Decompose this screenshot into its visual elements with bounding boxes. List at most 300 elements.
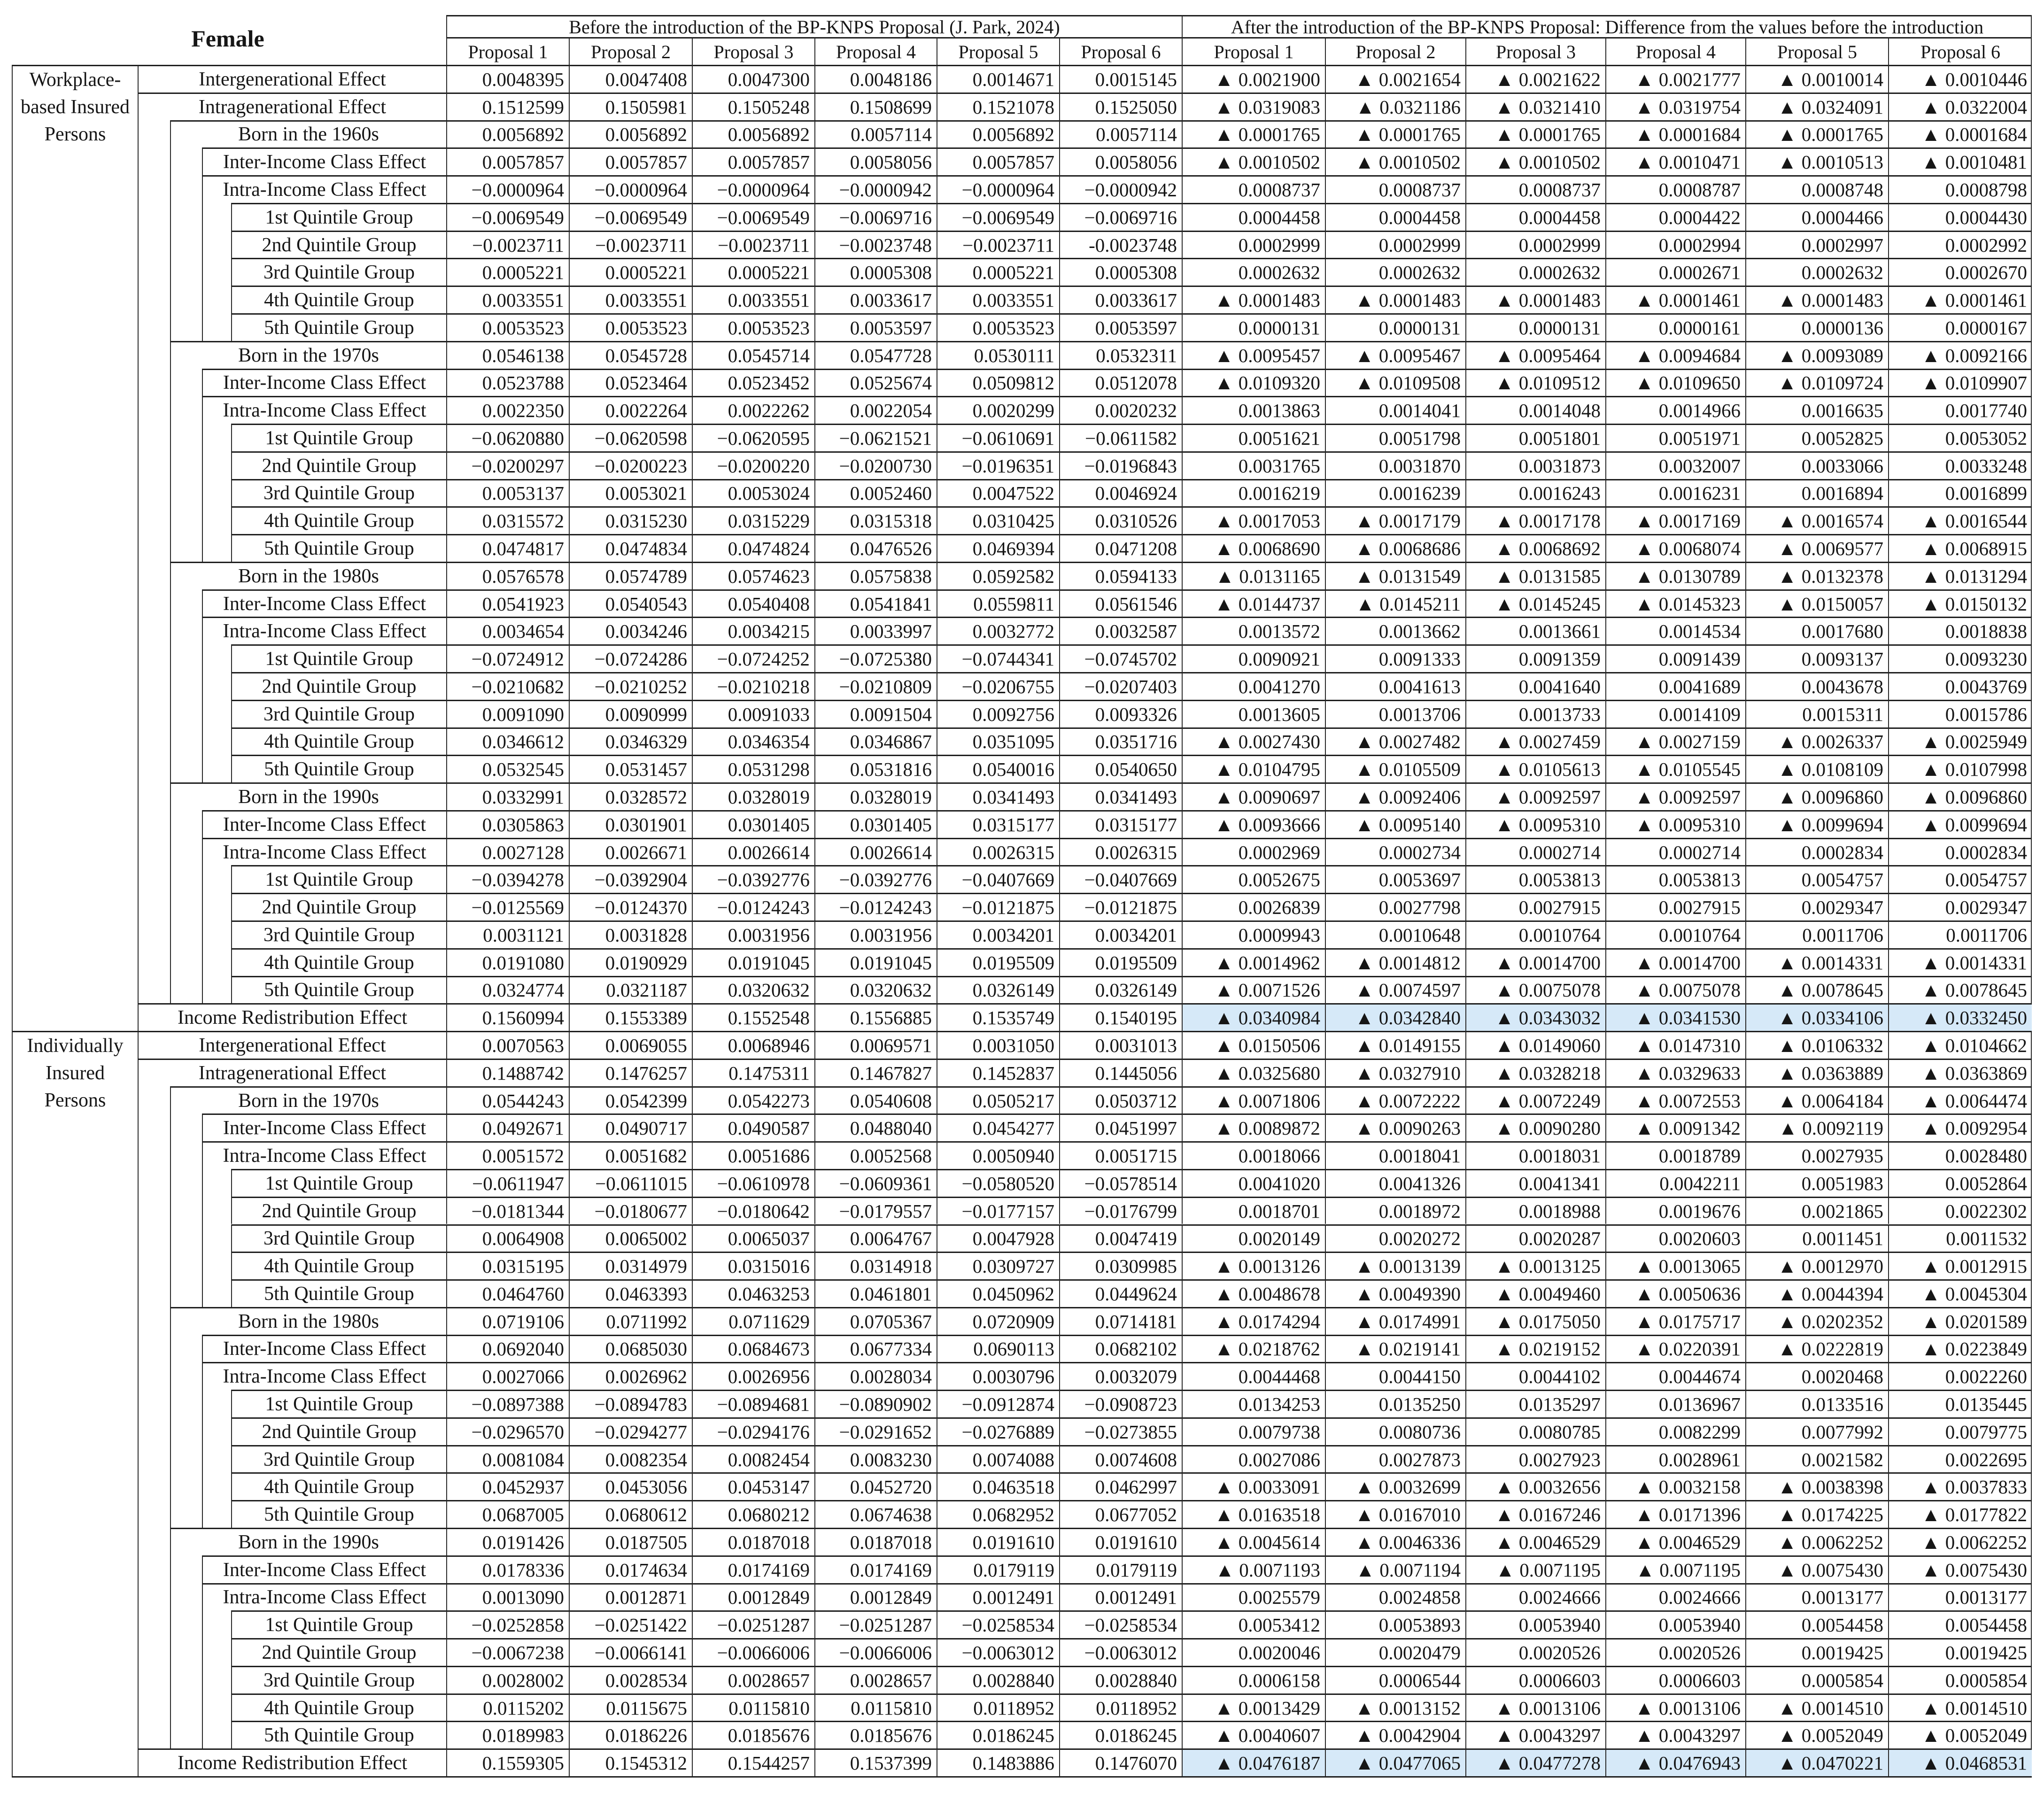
cell-before-proposal-3: 0.0033551 bbox=[692, 286, 814, 313]
cell-before-proposal-5: 0.0026315 bbox=[937, 838, 1059, 866]
cell-before-proposal-5: 0.0505217 bbox=[937, 1086, 1059, 1114]
cell-before-proposal-4: 0.0541841 bbox=[814, 589, 937, 617]
cell-before-proposal-6: 0.0051715 bbox=[1059, 1141, 1182, 1169]
cell-after-proposal-3: ▲ 0.0090280 bbox=[1465, 1114, 1605, 1141]
indent-line bbox=[170, 617, 171, 645]
cell-after-proposal-1: ▲ 0.0040607 bbox=[1182, 1721, 1325, 1748]
cell-before-proposal-5: −0.0258534 bbox=[937, 1610, 1059, 1638]
indent-line bbox=[202, 1666, 203, 1694]
cell-after-proposal-4: ▲ 0.0071195 bbox=[1605, 1555, 1745, 1583]
cell-after-proposal-3: ▲ 0.0131585 bbox=[1465, 562, 1605, 589]
cell-before-proposal-2: 0.0685030 bbox=[569, 1335, 692, 1362]
cell-before-proposal-5: −0.0121875 bbox=[937, 893, 1059, 920]
row-label: 3rd Quintile Group bbox=[231, 920, 446, 948]
cell-after-proposal-3: ▲ 0.0017178 bbox=[1465, 506, 1605, 534]
cell-after-proposal-2: ▲ 0.0042904 bbox=[1325, 1721, 1465, 1748]
cell-after-proposal-2: ▲ 0.0219141 bbox=[1325, 1335, 1465, 1362]
cell-after-proposal-4: ▲ 0.0021777 bbox=[1605, 65, 1745, 93]
cell-after-proposal-5: 0.0033066 bbox=[1745, 451, 1888, 479]
cell-before-proposal-3: −0.0180642 bbox=[692, 1197, 814, 1224]
cell-before-proposal-6: 0.0315177 bbox=[1059, 810, 1182, 838]
cell-before-proposal-2: −0.0200223 bbox=[569, 451, 692, 479]
cell-before-proposal-2: 0.0051682 bbox=[569, 1141, 692, 1169]
cell-after-proposal-2: 0.0002999 bbox=[1325, 231, 1465, 258]
indent-line bbox=[202, 1390, 203, 1418]
cell-before-proposal-1: 0.0474817 bbox=[446, 534, 569, 562]
cell-after-proposal-5: 0.0133516 bbox=[1745, 1390, 1888, 1417]
cell-before-proposal-1: 0.0305863 bbox=[446, 810, 569, 838]
row-label: 3rd Quintile Group bbox=[231, 479, 446, 507]
cell-after-proposal-6: 0.0135445 bbox=[1888, 1390, 2032, 1417]
indent-line bbox=[202, 755, 203, 783]
header-after-proposal-1: Proposal 1 bbox=[1182, 37, 1325, 65]
row-label: 3rd Quintile Group bbox=[231, 1224, 446, 1252]
cell-before-proposal-3: −0.0894681 bbox=[692, 1390, 814, 1417]
cell-after-proposal-4: ▲ 0.0017169 bbox=[1605, 506, 1745, 534]
cell-after-proposal-6: ▲ 0.0075430 bbox=[1888, 1555, 2032, 1583]
cell-after-proposal-1: ▲ 0.0089872 bbox=[1182, 1114, 1325, 1141]
cell-before-proposal-4: −0.0251287 bbox=[814, 1610, 937, 1638]
cell-after-proposal-4: ▲ 0.0319754 bbox=[1605, 93, 1745, 120]
cell-before-proposal-3: 0.0053024 bbox=[692, 479, 814, 507]
cell-before-proposal-6: −0.0176799 bbox=[1059, 1197, 1182, 1224]
cell-before-proposal-6: −0.0611582 bbox=[1059, 424, 1182, 451]
cell-after-proposal-2: 0.0027873 bbox=[1325, 1445, 1465, 1473]
cell-after-proposal-3: ▲ 0.0001483 bbox=[1465, 286, 1605, 313]
cell-before-proposal-6: −0.0069716 bbox=[1059, 203, 1182, 231]
cell-after-proposal-2: ▲ 0.0105509 bbox=[1325, 755, 1465, 782]
cell-after-proposal-2: 0.0018041 bbox=[1325, 1141, 1465, 1169]
cell-before-proposal-4: 0.0028034 bbox=[814, 1362, 937, 1390]
cell-before-proposal-2: −0.0180677 bbox=[569, 1197, 692, 1224]
cell-after-proposal-6: ▲ 0.0010481 bbox=[1888, 147, 2032, 175]
cell-after-proposal-3: ▲ 0.0068692 bbox=[1465, 534, 1605, 562]
cell-before-proposal-6: 0.0532311 bbox=[1059, 341, 1182, 369]
cell-after-proposal-2: ▲ 0.0021654 bbox=[1325, 65, 1465, 93]
cell-before-proposal-4: 0.0328019 bbox=[814, 782, 937, 810]
row-label: 1st Quintile Group bbox=[231, 1610, 446, 1638]
cell-after-proposal-1: ▲ 0.0071526 bbox=[1182, 976, 1325, 1004]
row-label: Inter-Income Class Effect bbox=[202, 1114, 446, 1141]
cell-after-proposal-3: ▲ 0.0095464 bbox=[1465, 341, 1605, 369]
cell-after-proposal-5: 0.0093137 bbox=[1745, 644, 1888, 672]
cell-before-proposal-1: 0.0057857 bbox=[446, 147, 569, 175]
cell-after-proposal-4: ▲ 0.0001684 bbox=[1605, 120, 1745, 148]
indent-line bbox=[170, 1390, 171, 1418]
cell-after-proposal-5: 0.0027935 bbox=[1745, 1141, 1888, 1169]
cell-after-proposal-6: ▲ 0.0109907 bbox=[1888, 369, 2032, 396]
cell-before-proposal-1: 0.0056892 bbox=[446, 120, 569, 148]
cell-after-proposal-5: 0.0002997 bbox=[1745, 231, 1888, 258]
cell-after-proposal-5: ▲ 0.0106332 bbox=[1745, 1031, 1888, 1059]
cell-before-proposal-4: 0.0314918 bbox=[814, 1252, 937, 1279]
cell-after-proposal-6: ▲ 0.0092166 bbox=[1888, 341, 2032, 369]
cell-before-proposal-3: 0.0026956 bbox=[692, 1362, 814, 1390]
cell-after-proposal-5: 0.0002834 bbox=[1745, 838, 1888, 866]
cell-before-proposal-3: −0.0392776 bbox=[692, 865, 814, 893]
cell-after-proposal-3: 0.0002999 bbox=[1465, 231, 1605, 258]
cell-before-proposal-6: 0.0053597 bbox=[1059, 313, 1182, 341]
cell-after-proposal-5: 0.0016894 bbox=[1745, 479, 1888, 507]
row-label: 5th Quintile Group bbox=[231, 755, 446, 782]
cell-after-proposal-5: 0.0051983 bbox=[1745, 1169, 1888, 1197]
cell-before-proposal-2: 0.0026671 bbox=[569, 838, 692, 866]
cell-before-proposal-4: 0.0012849 bbox=[814, 1583, 937, 1611]
cell-before-proposal-6: 0.0047419 bbox=[1059, 1224, 1182, 1252]
cell-after-proposal-5: ▲ 0.0078645 bbox=[1745, 976, 1888, 1004]
indent-line bbox=[202, 1721, 203, 1749]
cell-before-proposal-4: 0.0174169 bbox=[814, 1555, 937, 1583]
indent-line bbox=[202, 865, 203, 893]
cell-after-proposal-5: ▲ 0.0108109 bbox=[1745, 755, 1888, 782]
cell-before-proposal-2: −0.0611015 bbox=[569, 1169, 692, 1197]
cell-before-proposal-6: 0.0351716 bbox=[1059, 727, 1182, 755]
cell-before-proposal-2: 0.0680612 bbox=[569, 1500, 692, 1528]
cell-before-proposal-3: 0.0315229 bbox=[692, 506, 814, 534]
cell-after-proposal-2: ▲ 0.0321186 bbox=[1325, 93, 1465, 120]
cell-before-proposal-3: 0.0026614 bbox=[692, 838, 814, 866]
cell-after-proposal-6: 0.0028480 bbox=[1888, 1141, 2032, 1169]
cell-before-proposal-4: 0.0185676 bbox=[814, 1721, 937, 1748]
indent-line bbox=[170, 258, 171, 286]
cell-before-proposal-1: 0.0544243 bbox=[446, 1086, 569, 1114]
cell-before-proposal-6: −0.0273855 bbox=[1059, 1417, 1182, 1445]
cell-before-proposal-1: 0.0464760 bbox=[446, 1279, 569, 1307]
cell-before-proposal-1: 0.0315195 bbox=[446, 1252, 569, 1279]
cell-after-proposal-3: 0.0051801 bbox=[1465, 424, 1605, 451]
cell-before-proposal-4: 0.0540608 bbox=[814, 1086, 937, 1114]
cell-after-proposal-6: ▲ 0.0052049 bbox=[1888, 1721, 2032, 1748]
cell-before-proposal-3: 0.0531298 bbox=[692, 755, 814, 782]
cell-after-proposal-2: 0.0041326 bbox=[1325, 1169, 1465, 1197]
cell-before-proposal-6: −0.0196843 bbox=[1059, 451, 1182, 479]
cell-after-proposal-1: 0.0009943 bbox=[1182, 920, 1325, 948]
row-label: 3rd Quintile Group bbox=[231, 1666, 446, 1693]
cell-after-proposal-5: ▲ 0.0044394 bbox=[1745, 1279, 1888, 1307]
cell-after-proposal-1: 0.0053412 bbox=[1182, 1610, 1325, 1638]
cell-before-proposal-6: 0.1476070 bbox=[1059, 1748, 1182, 1776]
cell-before-proposal-2: 0.0057857 bbox=[569, 147, 692, 175]
cell-after-proposal-2: 0.0044150 bbox=[1325, 1362, 1465, 1390]
cell-after-proposal-6: 0.0017740 bbox=[1888, 396, 2032, 424]
cell-after-proposal-4: 0.0053940 bbox=[1605, 1610, 1745, 1638]
cell-before-proposal-1: 0.0048395 bbox=[446, 65, 569, 93]
cell-after-proposal-2: 0.0010648 bbox=[1325, 920, 1465, 948]
cell-before-proposal-1: 0.0034654 bbox=[446, 617, 569, 644]
cell-after-proposal-6: 0.0013177 bbox=[1888, 1583, 2032, 1611]
cell-before-proposal-5: −0.0407669 bbox=[937, 865, 1059, 893]
cell-before-proposal-6: 0.0028840 bbox=[1059, 1666, 1182, 1693]
indent-line bbox=[170, 369, 171, 397]
cell-after-proposal-6: 0.0008798 bbox=[1888, 175, 2032, 203]
cell-before-proposal-4: −0.0200730 bbox=[814, 451, 937, 479]
indent-line bbox=[170, 1417, 171, 1446]
row-label: Born in the 1980s bbox=[170, 1307, 446, 1335]
header-after-proposal-5: Proposal 5 bbox=[1745, 37, 1888, 65]
cell-before-proposal-3: 0.0711629 bbox=[692, 1307, 814, 1335]
indent-line bbox=[170, 396, 171, 424]
cell-after-proposal-5: ▲ 0.0069577 bbox=[1745, 534, 1888, 562]
row-label: Intergenerational Effect bbox=[138, 1031, 446, 1059]
cell-after-proposal-6: ▲ 0.0223849 bbox=[1888, 1335, 2032, 1362]
cell-before-proposal-2: −0.0023711 bbox=[569, 231, 692, 258]
cell-after-proposal-2: ▲ 0.0342840 bbox=[1325, 1003, 1465, 1031]
cell-after-proposal-2: 0.0004458 bbox=[1325, 203, 1465, 231]
cell-after-proposal-5: 0.0021582 bbox=[1745, 1445, 1888, 1473]
cell-before-proposal-6: 0.0093326 bbox=[1059, 700, 1182, 727]
cell-after-proposal-1: ▲ 0.0048678 bbox=[1182, 1279, 1325, 1307]
cell-before-proposal-4: 0.0052460 bbox=[814, 479, 937, 507]
cell-after-proposal-1: 0.0044468 bbox=[1182, 1362, 1325, 1390]
cell-before-proposal-6: 0.0341493 bbox=[1059, 782, 1182, 810]
cell-after-proposal-5: 0.0004466 bbox=[1745, 203, 1888, 231]
cell-before-proposal-3: 0.0453147 bbox=[692, 1472, 814, 1500]
indent-line bbox=[170, 810, 171, 838]
cell-after-proposal-6: ▲ 0.0001461 bbox=[1888, 286, 2032, 313]
indent-line bbox=[202, 1610, 203, 1639]
indent-line bbox=[170, 1445, 171, 1473]
indent-line bbox=[170, 893, 171, 921]
cell-after-proposal-5: ▲ 0.0202352 bbox=[1745, 1307, 1888, 1335]
cell-before-proposal-3: 0.0051686 bbox=[692, 1141, 814, 1169]
cell-before-proposal-4: 0.0052568 bbox=[814, 1141, 937, 1169]
row-label: Intra-Income Class Effect bbox=[202, 838, 446, 866]
cell-before-proposal-1: 0.0576578 bbox=[446, 562, 569, 589]
cell-after-proposal-2: ▲ 0.0477065 bbox=[1325, 1748, 1465, 1776]
cell-after-proposal-6: ▲ 0.0099694 bbox=[1888, 810, 2032, 838]
header-before-proposal-4: Proposal 4 bbox=[814, 37, 937, 65]
cell-after-proposal-3: ▲ 0.0021622 bbox=[1465, 65, 1605, 93]
row-label: Born in the 1990s bbox=[170, 1528, 446, 1555]
cell-after-proposal-2: 0.0013662 bbox=[1325, 617, 1465, 644]
cell-before-proposal-1: 0.0027066 bbox=[446, 1362, 569, 1390]
cell-before-proposal-2: 0.0321187 bbox=[569, 976, 692, 1004]
cell-before-proposal-4: 0.0026614 bbox=[814, 838, 937, 866]
indent-line bbox=[202, 258, 203, 286]
cell-after-proposal-4: 0.0024666 bbox=[1605, 1583, 1745, 1611]
cell-before-proposal-6: 0.0191610 bbox=[1059, 1528, 1182, 1555]
cell-before-proposal-2: −0.0124370 bbox=[569, 893, 692, 920]
cell-before-proposal-3: −0.0294176 bbox=[692, 1417, 814, 1445]
row-label: Intra-Income Class Effect bbox=[202, 1583, 446, 1611]
cell-after-proposal-1: ▲ 0.0144737 bbox=[1182, 589, 1325, 617]
cell-before-proposal-6: 0.0714181 bbox=[1059, 1307, 1182, 1335]
cell-after-proposal-6: 0.0053052 bbox=[1888, 424, 2032, 451]
cell-before-proposal-4: 0.0064767 bbox=[814, 1224, 937, 1252]
cell-before-proposal-4: 0.0315318 bbox=[814, 506, 937, 534]
cell-before-proposal-2: 0.0186226 bbox=[569, 1721, 692, 1748]
cell-before-proposal-1: 0.1559305 bbox=[446, 1748, 569, 1776]
cell-before-proposal-5: 0.0195509 bbox=[937, 948, 1059, 976]
cell-before-proposal-6: 0.0462997 bbox=[1059, 1472, 1182, 1500]
cell-after-proposal-5: ▲ 0.0324091 bbox=[1745, 93, 1888, 120]
cell-before-proposal-2: 0.0190929 bbox=[569, 948, 692, 976]
cell-after-proposal-3: 0.0044102 bbox=[1465, 1362, 1605, 1390]
cell-before-proposal-6: 0.0594133 bbox=[1059, 562, 1182, 589]
cell-after-proposal-4: 0.0014109 bbox=[1605, 700, 1745, 727]
cell-before-proposal-3: 0.1475311 bbox=[692, 1059, 814, 1086]
cell-before-proposal-6: −0.0745702 bbox=[1059, 644, 1182, 672]
cell-after-proposal-1: 0.0000131 bbox=[1182, 313, 1325, 341]
cell-after-proposal-5: ▲ 0.0099694 bbox=[1745, 810, 1888, 838]
cell-before-proposal-4: 0.1508699 bbox=[814, 93, 937, 120]
row-label: 2nd Quintile Group bbox=[231, 672, 446, 700]
cell-before-proposal-3: 0.0328019 bbox=[692, 782, 814, 810]
header-after-group: After the introduction of the BP-KNPS Proposal: Difference from the values before the introduction bbox=[1182, 15, 2032, 37]
cell-before-proposal-6: 0.0015145 bbox=[1059, 65, 1182, 93]
cell-after-proposal-3: ▲ 0.0013106 bbox=[1465, 1693, 1605, 1721]
cell-after-proposal-2: ▲ 0.0167010 bbox=[1325, 1500, 1465, 1528]
cell-after-proposal-6: ▲ 0.0062252 bbox=[1888, 1528, 2032, 1555]
cell-before-proposal-4: 0.0575838 bbox=[814, 562, 937, 589]
cell-before-proposal-1: 0.0324774 bbox=[446, 976, 569, 1004]
row-label: 3rd Quintile Group bbox=[231, 1445, 446, 1473]
indent-line bbox=[170, 147, 171, 176]
cell-before-proposal-3: −0.0124243 bbox=[692, 893, 814, 920]
cell-after-proposal-3: 0.0080785 bbox=[1465, 1417, 1605, 1445]
cell-before-proposal-6: 0.0682102 bbox=[1059, 1335, 1182, 1362]
cell-after-proposal-3: 0.0018988 bbox=[1465, 1197, 1605, 1224]
cell-after-proposal-4: ▲ 0.0105545 bbox=[1605, 755, 1745, 782]
cell-after-proposal-6: 0.0004430 bbox=[1888, 203, 2032, 231]
cell-before-proposal-4: 0.0531816 bbox=[814, 755, 937, 782]
cell-before-proposal-6: 0.0179119 bbox=[1059, 1555, 1182, 1583]
cell-before-proposal-1: 0.0492671 bbox=[446, 1114, 569, 1141]
cell-after-proposal-6: 0.0029347 bbox=[1888, 893, 2032, 920]
cell-before-proposal-2: 0.0523464 bbox=[569, 369, 692, 396]
cell-after-proposal-5: ▲ 0.0092119 bbox=[1745, 1114, 1888, 1141]
cell-after-proposal-6: 0.0002834 bbox=[1888, 838, 2032, 866]
row-label: Income Redistribution Effect bbox=[138, 1748, 446, 1776]
cell-after-proposal-4: ▲ 0.0109650 bbox=[1605, 369, 1745, 396]
cell-after-proposal-6: ▲ 0.0096860 bbox=[1888, 782, 2032, 810]
indent-line bbox=[170, 644, 171, 673]
cell-after-proposal-4: 0.0042211 bbox=[1605, 1169, 1745, 1197]
row-label: 1st Quintile Group bbox=[231, 644, 446, 672]
cell-after-proposal-3: ▲ 0.0145245 bbox=[1465, 589, 1605, 617]
indent-line bbox=[170, 976, 171, 1004]
cell-after-proposal-4: ▲ 0.0072553 bbox=[1605, 1086, 1745, 1114]
cell-after-proposal-6: 0.0022302 bbox=[1888, 1197, 2032, 1224]
cell-after-proposal-2: 0.0013706 bbox=[1325, 700, 1465, 727]
cell-after-proposal-6: ▲ 0.0014331 bbox=[1888, 948, 2032, 976]
cell-before-proposal-5: 0.0191610 bbox=[937, 1528, 1059, 1555]
cell-after-proposal-3: ▲ 0.0477278 bbox=[1465, 1748, 1605, 1776]
cell-after-proposal-5: 0.0052825 bbox=[1745, 424, 1888, 451]
cell-after-proposal-6: ▲ 0.0107998 bbox=[1888, 755, 2032, 782]
cell-after-proposal-6: 0.0093230 bbox=[1888, 644, 2032, 672]
row-label: Inter-Income Class Effect bbox=[202, 1335, 446, 1362]
cell-before-proposal-2: 0.0490717 bbox=[569, 1114, 692, 1141]
cell-before-proposal-2: 0.0065002 bbox=[569, 1224, 692, 1252]
cell-after-proposal-5: 0.0002632 bbox=[1745, 258, 1888, 286]
table-title: Female bbox=[191, 25, 264, 52]
indent-line bbox=[170, 672, 171, 700]
group-label-line: Insured bbox=[46, 1062, 105, 1084]
cell-before-proposal-1: 0.0346612 bbox=[446, 727, 569, 755]
cell-before-proposal-6: −0.0407669 bbox=[1059, 865, 1182, 893]
cell-before-proposal-3: 0.0115810 bbox=[692, 1693, 814, 1721]
cell-after-proposal-2: 0.0014041 bbox=[1325, 396, 1465, 424]
cell-after-proposal-1: 0.0041020 bbox=[1182, 1169, 1325, 1197]
row-label: Intragenerational Effect bbox=[138, 93, 446, 120]
cell-before-proposal-1: 0.0081084 bbox=[446, 1445, 569, 1473]
indent-line bbox=[202, 313, 203, 341]
cell-after-proposal-1: 0.0018701 bbox=[1182, 1197, 1325, 1224]
cell-after-proposal-5: 0.0016635 bbox=[1745, 396, 1888, 424]
cell-after-proposal-5: ▲ 0.0014510 bbox=[1745, 1693, 1888, 1721]
cell-after-proposal-1: ▲ 0.0325680 bbox=[1182, 1059, 1325, 1086]
cell-after-proposal-3: 0.0027915 bbox=[1465, 893, 1605, 920]
cell-after-proposal-3: ▲ 0.0027459 bbox=[1465, 727, 1605, 755]
cell-after-proposal-3: 0.0020526 bbox=[1465, 1638, 1605, 1666]
cell-before-proposal-4: 0.0028657 bbox=[814, 1666, 937, 1693]
cell-after-proposal-3: ▲ 0.0095310 bbox=[1465, 810, 1605, 838]
cell-before-proposal-1: −0.0620880 bbox=[446, 424, 569, 451]
cell-before-proposal-3: 0.0185676 bbox=[692, 1721, 814, 1748]
cell-after-proposal-4: ▲ 0.0147310 bbox=[1605, 1031, 1745, 1059]
row-label: 4th Quintile Group bbox=[231, 948, 446, 976]
indent-line bbox=[202, 479, 203, 507]
cell-after-proposal-1: ▲ 0.0174294 bbox=[1182, 1307, 1325, 1335]
row-label: 1st Quintile Group bbox=[231, 424, 446, 451]
cell-after-proposal-3: ▲ 0.0175050 bbox=[1465, 1307, 1605, 1335]
row-label: Inter-Income Class Effect bbox=[202, 147, 446, 175]
cell-after-proposal-6: 0.0002670 bbox=[1888, 258, 2032, 286]
cell-before-proposal-5: −0.0000964 bbox=[937, 175, 1059, 203]
cell-before-proposal-2: 0.0174634 bbox=[569, 1555, 692, 1583]
row-label: Born in the 1970s bbox=[170, 1086, 446, 1114]
cell-after-proposal-1: ▲ 0.0131165 bbox=[1182, 562, 1325, 589]
cell-before-proposal-4: 0.0069571 bbox=[814, 1031, 937, 1059]
cell-after-proposal-2: 0.0135250 bbox=[1325, 1390, 1465, 1417]
row-label: 2nd Quintile Group bbox=[231, 451, 446, 479]
cell-before-proposal-5: 0.0540016 bbox=[937, 755, 1059, 782]
indent-line bbox=[170, 1224, 171, 1253]
cell-after-proposal-3: ▲ 0.0167246 bbox=[1465, 1500, 1605, 1528]
row-label: 4th Quintile Group bbox=[231, 1252, 446, 1279]
cell-before-proposal-5: 0.0326149 bbox=[937, 976, 1059, 1004]
cell-before-proposal-4: −0.0179557 bbox=[814, 1197, 937, 1224]
cell-after-proposal-3: ▲ 0.0092597 bbox=[1465, 782, 1605, 810]
cell-before-proposal-2: 0.1476257 bbox=[569, 1059, 692, 1086]
indent-line bbox=[202, 1638, 203, 1666]
cell-after-proposal-4: 0.0091439 bbox=[1605, 644, 1745, 672]
indent-line bbox=[170, 1169, 171, 1197]
cell-before-proposal-2: 0.0033551 bbox=[569, 286, 692, 313]
cell-before-proposal-3: 0.0012849 bbox=[692, 1583, 814, 1611]
row-label: Intra-Income Class Effect bbox=[202, 396, 446, 424]
cell-after-proposal-4: 0.0032007 bbox=[1605, 451, 1745, 479]
indent-line bbox=[202, 700, 203, 728]
cell-after-proposal-3: ▲ 0.0046529 bbox=[1465, 1528, 1605, 1555]
cell-before-proposal-6: 0.0020232 bbox=[1059, 396, 1182, 424]
cell-after-proposal-6: ▲ 0.0014510 bbox=[1888, 1693, 2032, 1721]
cell-after-proposal-6: 0.0054458 bbox=[1888, 1610, 2032, 1638]
row-label: 1st Quintile Group bbox=[231, 1390, 446, 1417]
cell-before-proposal-6: 0.0512078 bbox=[1059, 369, 1182, 396]
cell-after-proposal-1: ▲ 0.0218762 bbox=[1182, 1335, 1325, 1362]
cell-after-proposal-5: ▲ 0.0052049 bbox=[1745, 1721, 1888, 1748]
indent-line bbox=[170, 1141, 171, 1169]
cell-after-proposal-2: 0.0053893 bbox=[1325, 1610, 1465, 1638]
row-label: 5th Quintile Group bbox=[231, 976, 446, 1004]
cell-before-proposal-6: 0.0195509 bbox=[1059, 948, 1182, 976]
indent-line bbox=[170, 1500, 171, 1528]
cell-before-proposal-3: −0.0066006 bbox=[692, 1638, 814, 1666]
cell-after-proposal-3: 0.0014048 bbox=[1465, 396, 1605, 424]
indent-line bbox=[170, 1693, 171, 1722]
